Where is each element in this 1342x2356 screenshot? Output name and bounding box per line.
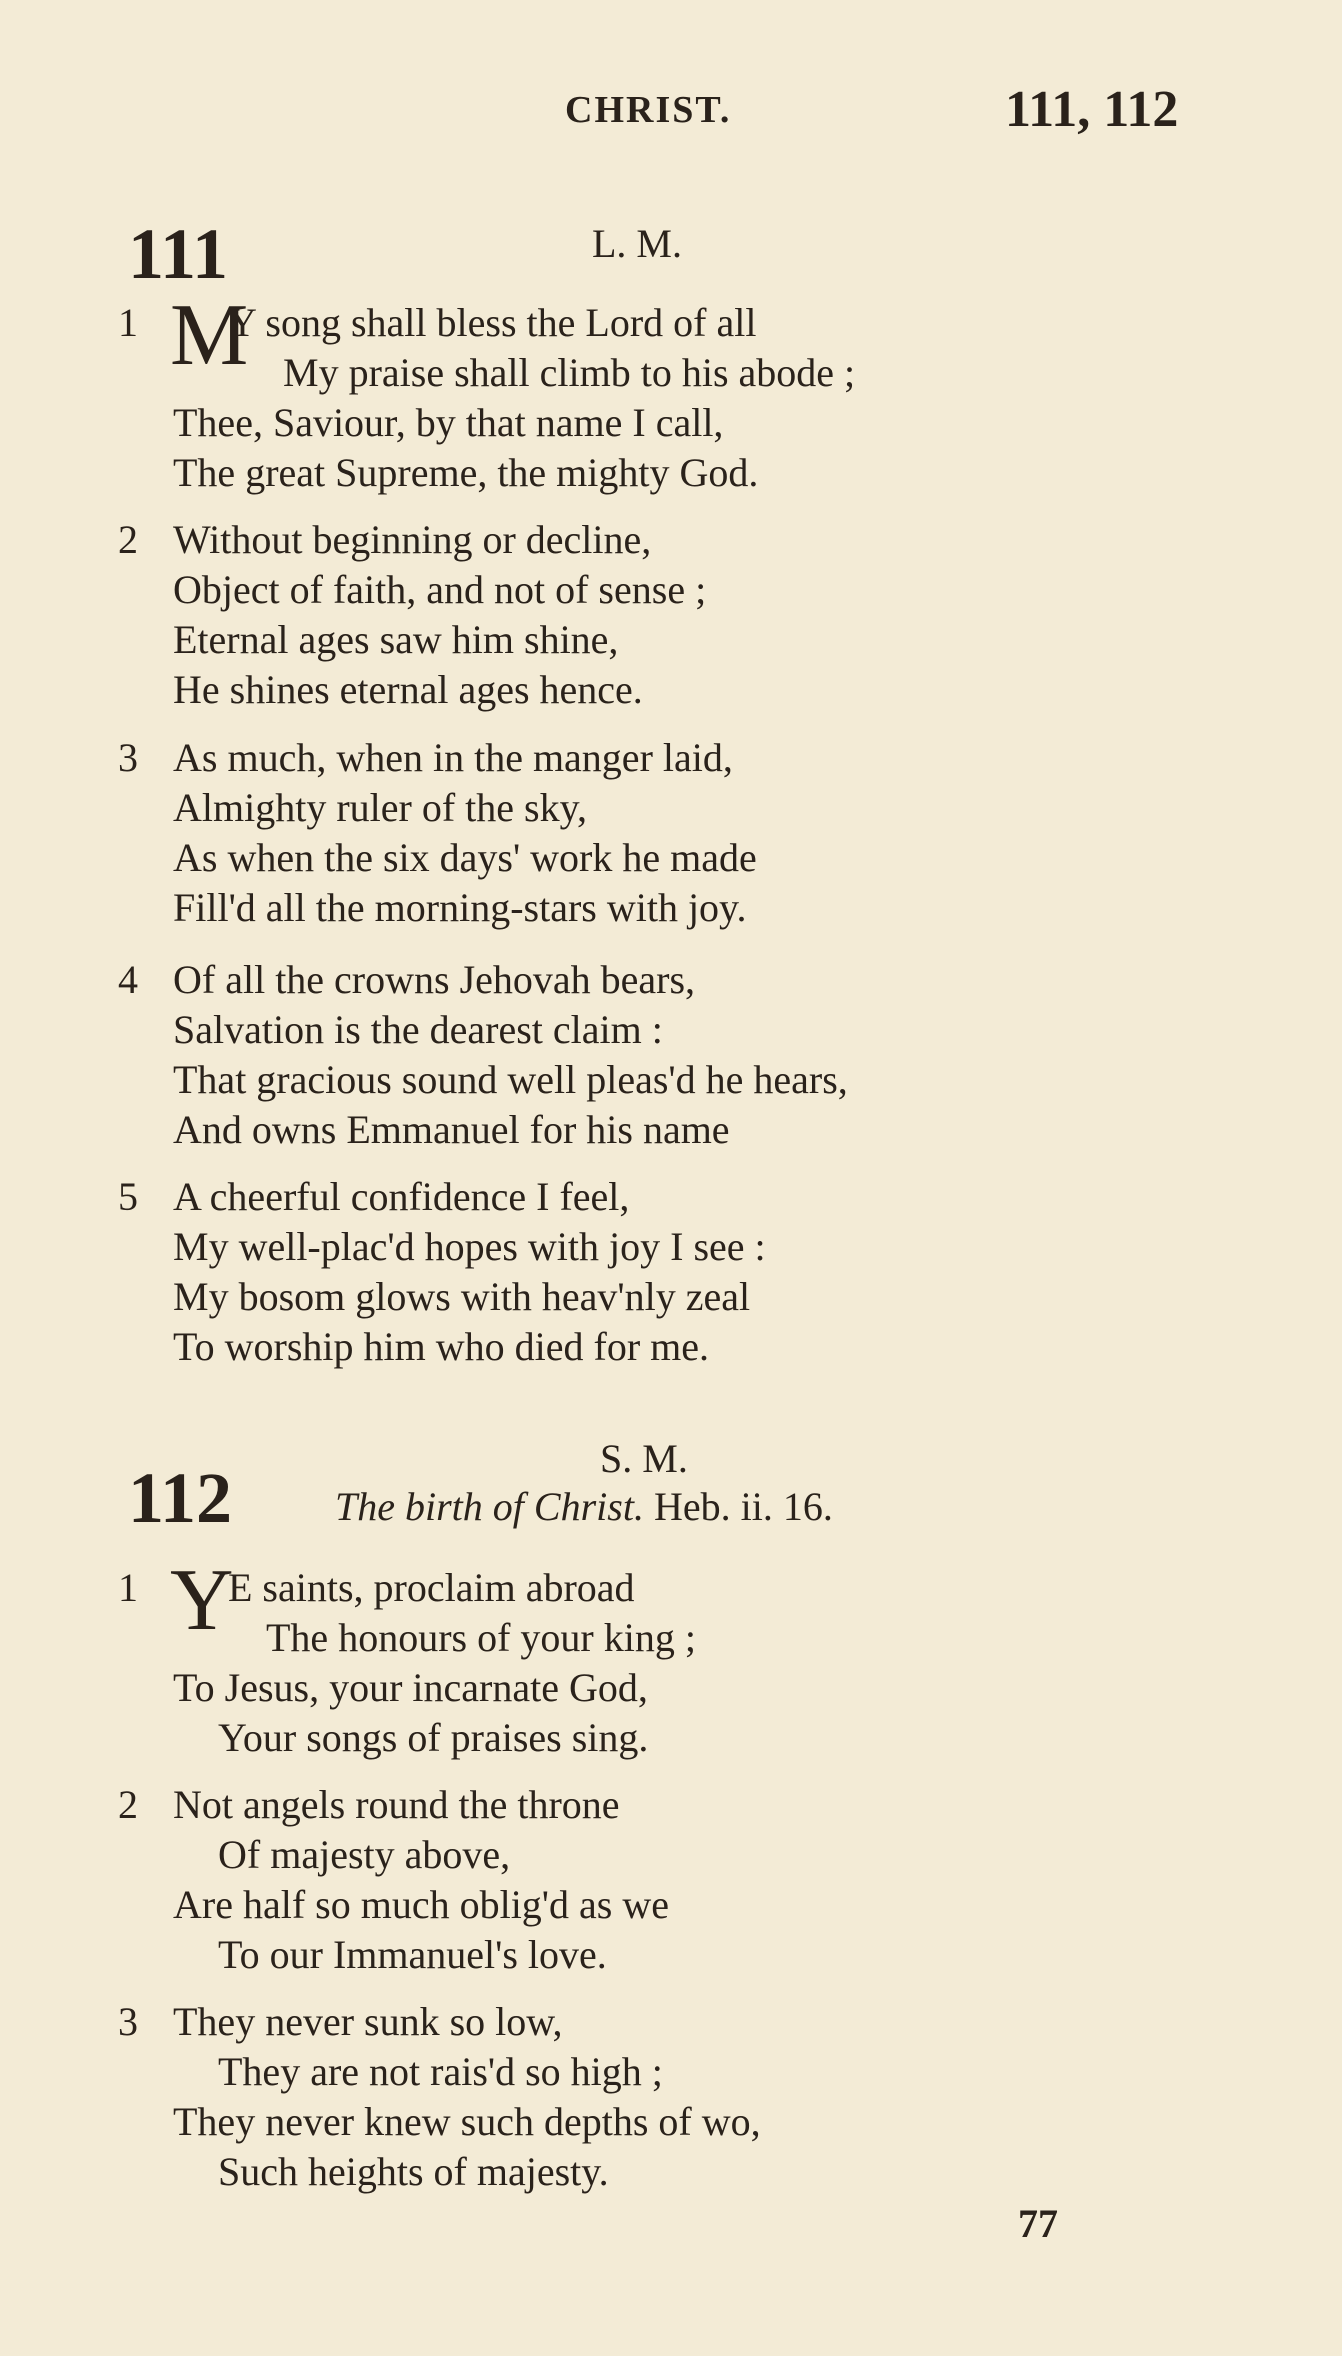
stanza-line: My praise shall climb to his abode ;	[283, 350, 856, 395]
stanza	[118, 1172, 766, 1372]
stanza-line: Are half so much oblig'd as we	[173, 1882, 669, 1927]
stanza-line: Eternal ages saw him shine,	[173, 617, 619, 662]
stanza-line: Your songs of praises sing.	[218, 1715, 649, 1760]
stanza-line: Without beginning or decline,	[173, 517, 652, 562]
stanza-number: 1	[118, 1565, 138, 1610]
page-number: 77	[1018, 2201, 1058, 2246]
stanza-line: They never knew such depths of wo,	[173, 2099, 761, 2144]
stanza	[118, 733, 757, 933]
stanza-line: That gracious sound well pleas'd he hears,	[173, 1057, 848, 1102]
stanza-line: My bosom glows with heav'nly zeal	[173, 1274, 751, 1319]
stanza	[118, 1552, 696, 1763]
stanza	[118, 1997, 761, 2197]
hymn-meter: S. M.	[600, 1436, 688, 1481]
stanza-number: 3	[118, 1999, 138, 2044]
stanza-line: Fill'd all the morning-stars with joy.	[173, 885, 747, 930]
stanza-line: Y song shall bless the Lord of all	[228, 300, 757, 345]
running-head: CHRIST.	[565, 89, 732, 131]
stanza-number: 5	[118, 1174, 138, 1219]
hymn-subtitle	[335, 1483, 833, 1530]
stanza-number: 2	[118, 1782, 138, 1827]
hymn-number: 111	[128, 214, 229, 294]
stanza-line: Of all the crowns Jehovah bears,	[173, 957, 696, 1002]
stanza-line: And owns Emmanuel for his name	[173, 1107, 730, 1152]
stanza-line: He shines eternal ages hence.	[173, 667, 643, 712]
stanza-line: A cheerful confidence I feel,	[173, 1174, 630, 1219]
stanza-line: Of majesty above,	[218, 1832, 511, 1877]
stanza-line: Object of faith, and not of sense ;	[173, 567, 707, 612]
stanza-line: E saints, proclaim abroad	[228, 1565, 635, 1610]
stanza-line: Almighty ruler of the sky,	[173, 785, 588, 830]
scripture-reference: Heb. ii. 16.	[653, 1484, 833, 1529]
stanza-number: 4	[118, 957, 138, 1002]
stanza-line: The honours of your king ;	[266, 1615, 696, 1660]
stanza-line: To Jesus, your incarnate God,	[173, 1665, 648, 1710]
stanza-number: 3	[118, 735, 138, 780]
stanza-line: As much, when in the manger laid,	[173, 735, 733, 780]
stanza-number: 1	[118, 300, 138, 345]
stanza-line: Such heights of majesty.	[218, 2149, 609, 2194]
stanza	[118, 515, 706, 715]
hymn-range: 111, 112	[1005, 81, 1179, 138]
stanza	[118, 287, 856, 498]
stanza-line: As when the six days' work he made	[173, 835, 757, 880]
hymn-number: 112	[128, 1458, 233, 1538]
hymn-title: The birth of Christ.	[335, 1484, 644, 1529]
stanza-line: My well-plac'd hopes with joy I see :	[173, 1224, 766, 1269]
stanza-line: Thee, Saviour, by that name I call,	[173, 400, 724, 445]
stanza-line: To worship him who died for me.	[173, 1324, 710, 1369]
stanza-line: Salvation is the dearest claim :	[173, 1007, 663, 1052]
stanza-line: They are not rais'd so high ;	[218, 2049, 663, 2094]
stanza	[118, 1780, 669, 1980]
hymn-meter: L. M.	[592, 221, 682, 266]
stanza-line: To our Immanuel's love.	[218, 1932, 607, 1977]
stanza	[118, 955, 848, 1155]
stanza-line: They never sunk so low,	[173, 1999, 563, 2044]
stanza-line: Not angels round the throne	[173, 1782, 620, 1827]
stanza-line: The great Supreme, the mighty God.	[173, 450, 759, 495]
stanza-number: 2	[118, 517, 138, 562]
drop-cap: Y	[170, 1552, 234, 1649]
drop-cap: M	[170, 287, 249, 384]
